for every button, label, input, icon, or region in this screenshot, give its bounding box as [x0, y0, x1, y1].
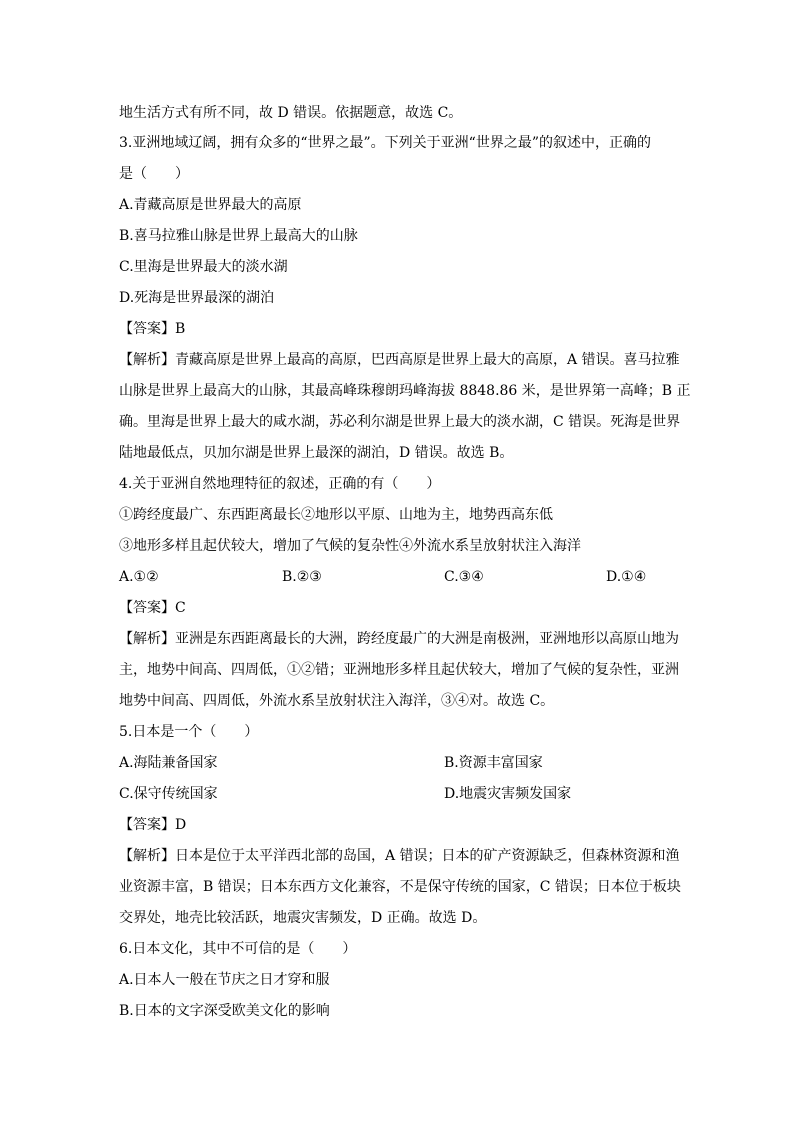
question-5-option-c: C.保守传统国家	[119, 786, 218, 802]
question-4-option-b: B.②③	[282, 569, 322, 585]
question-3-stem-cont: 是（ ）	[119, 166, 189, 182]
question-4-analysis-line: 主，地势中间高、四周低，①②错；亚洲地形多样且起伏较大，增加了气候的复杂性，亚洲	[119, 662, 679, 678]
question-5-option-a: A.海陆兼备国家	[119, 755, 218, 771]
question-3-option-d: D.死海是世界最深的湖泊	[119, 290, 275, 306]
question-3-analysis: 【解析】青藏高原是世界上最高的高原，巴西高原是世界上最大的高原，A 错误。喜马拉雅	[119, 352, 680, 368]
question-3-analysis-line: 确。里海是世界上最大的咸水湖，苏必利尔湖是世界上最大的淡水湖，C 错误。死海是世界	[119, 414, 681, 430]
question-4-option-a: A.①②	[119, 569, 159, 585]
question-5-answer: 【答案】D	[119, 817, 187, 833]
question-6-option-a: A.日本人一般在节庆之日才穿和服	[119, 972, 330, 988]
question-4-stem: 4.关于亚洲自然地理特征的叙述，正确的有（ ）	[119, 476, 441, 492]
question-3-analysis-line: 陆地最低点，贝加尔湖是世界上最深的湖泊，D 错误。故选 B。	[119, 445, 514, 461]
question-5-analysis-line: 交界处，地壳比较活跃，地震灾害频发，D 正确。故选 D。	[119, 910, 487, 926]
question-5-option-b: B.资源丰富国家	[444, 755, 543, 771]
question-6-stem: 6.日本文化，其中不可信的是（ ）	[119, 941, 357, 957]
question-4-statement: ③地形多样且起伏较大，增加了气候的复杂性④外流水系呈放射状注入海洋	[119, 538, 581, 554]
question-3-option-a: A.青藏高原是世界最大的高原	[119, 197, 302, 213]
question-4-option-c: C.③④	[444, 569, 484, 585]
question-4-answer: 【答案】C	[119, 600, 186, 616]
text-line: 地生活方式有所不同，故 D 错误。依据题意，故选 C。	[119, 105, 463, 121]
question-5-stem: 5.日本是一个（ ）	[119, 724, 259, 740]
question-5-option-d: D.地震灾害频发国家	[444, 786, 572, 802]
question-3-option-c: C.里海是世界最大的淡水湖	[119, 259, 288, 275]
question-5-analysis-line: 业资源丰富，B 错误；日本东西方文化兼容，不是保守传统的国家，C 错误；日本位于板块	[119, 879, 681, 895]
question-3-analysis-line: 山脉是世界上最高大的山脉，其最高峰珠穆朗玛峰海拔 8848.86 米，是世界第一高峰；B 正	[119, 383, 691, 399]
question-3-answer: 【答案】B	[119, 321, 186, 337]
question-5-analysis: 【解析】日本是位于太平洋西北部的岛国，A 错误；日本的矿产资源缺乏，但森林资源和渔	[119, 848, 680, 864]
question-3-option-b: B.喜马拉雅山脉是世界上最高大的山脉	[119, 228, 358, 244]
question-6-option-b: B.日本的文字深受欧美文化的影响	[119, 1003, 330, 1019]
question-4-statement: ①跨经度最广、东西距离最长②地形以平原、山地为主，地势西高东低	[119, 507, 553, 523]
question-4-analysis-line: 地势中间高、四周低，外流水系呈放射状注入海洋，③④对。故选 C。	[119, 693, 555, 709]
question-3-stem: 3.亚洲地域辽阔，拥有众多的“世界之最”。下列关于亚洲“世界之最”的叙述中，正确的	[119, 135, 651, 151]
question-4-option-d: D.①④	[606, 569, 647, 585]
question-4-analysis: 【解析】亚洲是东西距离最长的大洲，跨经度最广的大洲是南极洲，亚洲地形以高原山地为	[119, 631, 679, 647]
